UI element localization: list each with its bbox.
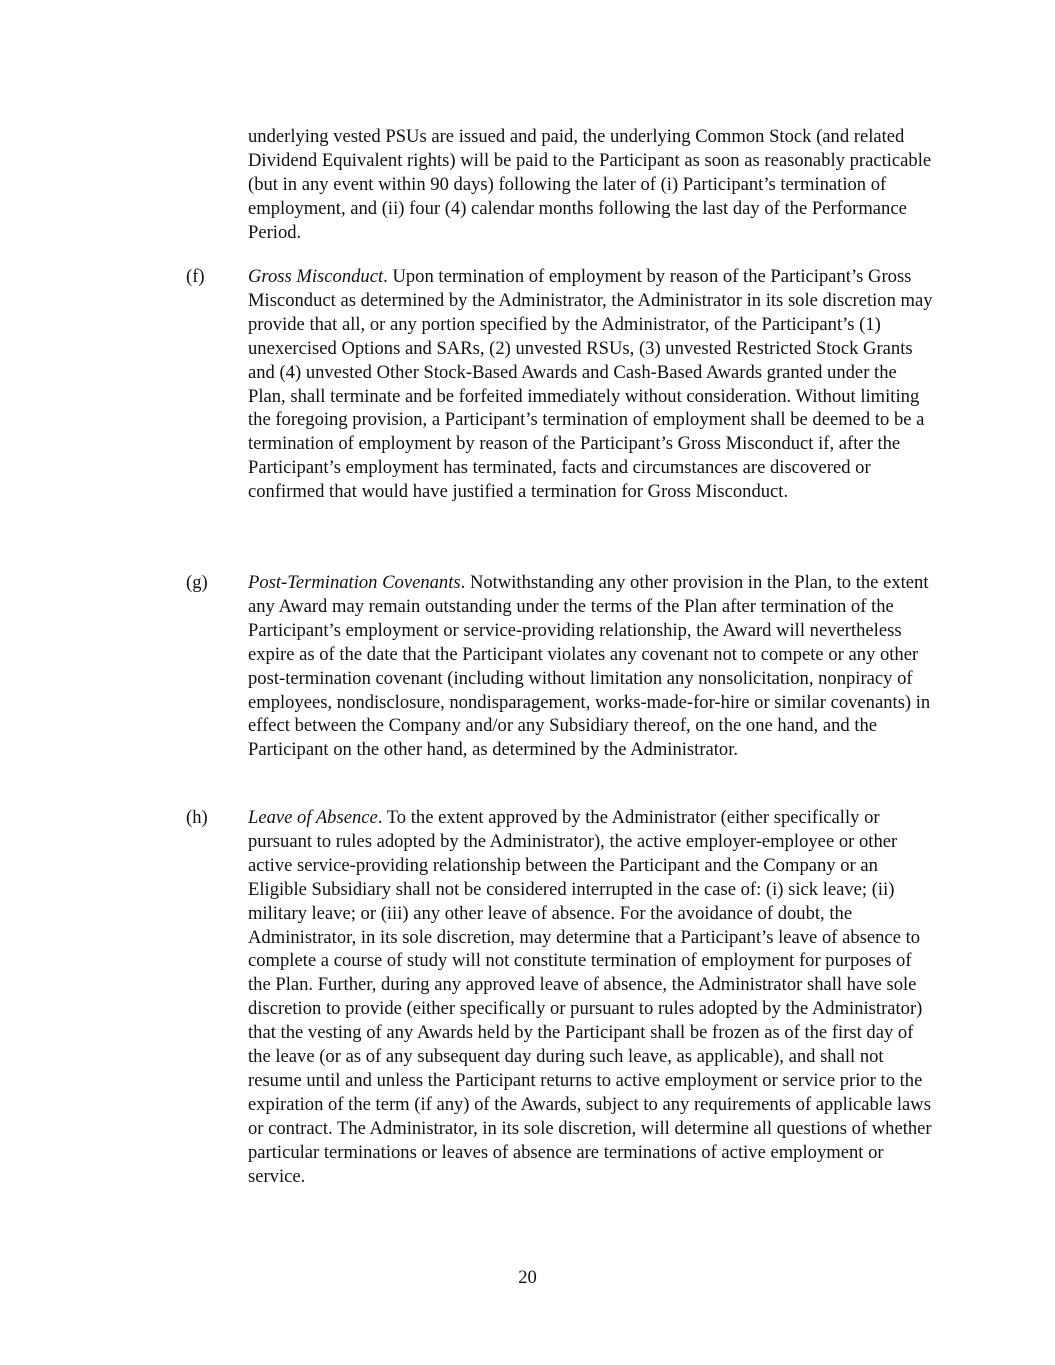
section-heading: Gross Misconduct (248, 266, 384, 287)
section-paragraph (248, 571, 938, 762)
section-body: . Notwithstanding any other provision in the Plan, to the extent any Award may remain outstanding under the terms of the Plan after termination of the Participant’s employment or service-providing relationship, the Award will nevertheless expire as of the date that the Participant violates any covenant not to compete or any other post-termination covenant (including without limitation any nonsolicitation, nonpiracy of employees, nondisclosure, nondisparagement, works-made-for-hire or similar covenants) in effect between the Company and/or any Subsidiary thereof, on the one hand, and the Participant on the other hand, as determined by the Administrator. (248, 572, 931, 761)
section-body: . Upon termination of employment by reason of the Participant’s Gross Misconduct as determined by the Administrator, the Administrator in its sole discretion may provide that all, or any portion specified by the Administrator, of the Participant’s (1) unexercised Options and SARs, (2) unvested RSUs, (3) unvested Restricted Stock Grants and (4) unvested Other Stock-Based Awards and Cash-Based Awards granted under the Plan, shall terminate and be forfeited immediately without consideration. Without limiting the foregoing provision, a Participant’s termination of employment shall be deemed to be a termination of employment by reason of the Participant’s Gross Misconduct if, after the Participant’s employment has terminated, facts and circumstances are discovered or confirmed that would have justified a termination for Gross Misconduct. (248, 266, 933, 503)
section-paragraph (248, 265, 938, 504)
section-label: (h) (186, 807, 208, 828)
section-heading: Post-Termination Covenants (248, 572, 461, 593)
section-body: . To the extent approved by the Administrator (either specifically or pursuant to rules adopted by the Administrator), the active employer-employee or other active service-providing relationship between the Participant and the Company or an Eligible Subsidiary shall not be considered interrupted in the case of: (i) sick leave; (ii) military leave; or (iii) any other leave of absence. For the avoidance of doubt, the Administrator, in its sole discretion, may determine that a Participant’s leave of absence to complete a course of study will not constitute termination of employment for purposes of the Plan. Further, during any approved leave of absence, the Administrator shall have sole discretion to provide (either specifically or pursuant to rules adopted by the Administrator) that the vesting of any Awards held by the Participant shall be frozen as of the first day of the leave (or as of any subsequent day during such leave, as applicable), and shall not resume until and unless the Participant returns to active employment or service prior to the expiration of the term (if any) of the Awards, subject to any requirements of applicable laws or contract. The Administrator, in its sole discretion, will determine all questions of whether particular terminations or leaves of absence are terminations of active employment or service. (248, 807, 932, 1187)
page-number: 20 (518, 1267, 537, 1288)
continuation-paragraph: underlying vested PSUs are issued and paid, the underlying Common Stock (and related Dividend Equivalent rights) will be paid to the Participant as soon as reasonably practicable (but in any event within 90 days) following the later of (i) Participant’s termination of employment, and (ii) four (4) calendar months following the last day of the Performance Period. (248, 126, 932, 243)
section-label: (f) (186, 266, 205, 287)
section-heading: Leave of Absence (248, 807, 378, 828)
section-label: (g) (186, 572, 208, 593)
section-paragraph (248, 806, 938, 1189)
